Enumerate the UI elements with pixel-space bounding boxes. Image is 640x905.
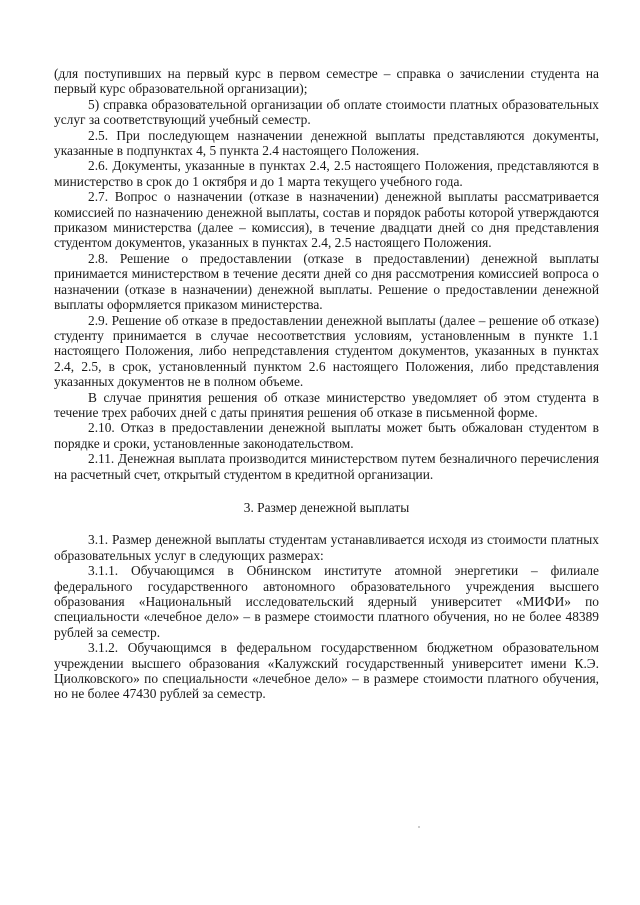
scan-speck (418, 826, 420, 828)
section-heading: 3. Размер денежной выплаты (243, 499, 410, 515)
paragraph-3-1-1: 3.1.1. Обучающимся в Обнинском институте атомной энергетики – филиале федерального государственного автономного образовательного учреждения высшего образования «Национальный исследовательский ядерный университет «МИФИ» по специальности «лечебное дело» – в размере стоимости платного обучения, но не более 48389 рублей за семестр. (54, 563, 599, 640)
paragraph-2-8: 2.8. Решение о предоставлении (отказе в предоставлении) денежной выплаты принимается министерством в течение десяти дней со дня рассмотрения комиссией вопроса о назначении (отказе в назначении) денежной выплаты. Решение о предоставлении денежной выплаты оформляется приказом министерства. (54, 250, 599, 313)
paragraph-2-10: 2.10. Отказ в предоставлении денежной выплаты может быть обжалован студентом в порядке и сроки, установленные законодательством. (54, 420, 599, 451)
document-page (54, 66, 599, 702)
paragraph-2-9: 2.9. Решение об отказе в предоставлении денежной выплаты (далее – решение об отказе) студенту принимается в случае несоответствия условиям, установленным в пункте 1.1 настоящего Положения, либо непредставления студентом документов, указанных в пунктах 2.4, 2.5, в срок, установленный пунктом 2.6 настоящего Положения, либо представления указанных документов не в полном объеме. (54, 312, 599, 390)
paragraph-3-1-2: 3.1.2. Обучающимся в федеральном государственном бюджетном образовательном учреждении высшего образования «Калужский государственный университет имени К.Э. Циолковского» по специальности «лечебное дело» – в размере стоимости платного обучения, но не более 47430 рублей за семестр. (54, 640, 599, 702)
paragraph-continuation: (для поступивших на первый курс в первом семестре – справка о зачислении студента на первый курс образовательной организации); (54, 66, 599, 97)
paragraph-item-5: 5) справка образовательной организации об оплате стоимости платных образовательных услуг за соответствующий учебный семестр. (54, 96, 599, 128)
paragraph-2-9-refusal-notice: В случае принятия решения об отказе министерство уведомляет об этом студента в течение трех рабочих дней с даты принятия решения об отказе в письменной форме. (54, 389, 599, 420)
paragraph-2-7: 2.7. Вопрос о назначении (отказе в назначении) денежной выплаты рассматривается комиссией по назначению денежной выплаты, состав и порядок работы которой утверждаются приказом министерства (далее – комиссия), в течение двадцати дней со дня представления студентом документов, указанных в пунктах 2.4, 2.5 настоящего Положения. (54, 189, 599, 251)
paragraph-2-11: 2.11. Денежная выплата производится министерством путем безналичного перечисления на расчетный счет, открытый студентом в кредитной организации. (54, 451, 599, 482)
paragraph-2-6: 2.6. Документы, указанные в пунктах 2.4, 2.5 настоящего Положения, представляются в министерство в срок до 1 октября и до 1 марта текущего учебного года. (54, 158, 599, 189)
paragraph-2-5: 2.5. При последующем назначении денежной выплаты представляются документы, указанные в подпунктах 4, 5 пункта 2.4 настоящего Положения. (54, 127, 599, 159)
paragraph-3-1: 3.1. Размер денежной выплаты студентам устанавливается исходя из стоимости платных образовательных услуг в следующих размерах: (54, 532, 599, 563)
